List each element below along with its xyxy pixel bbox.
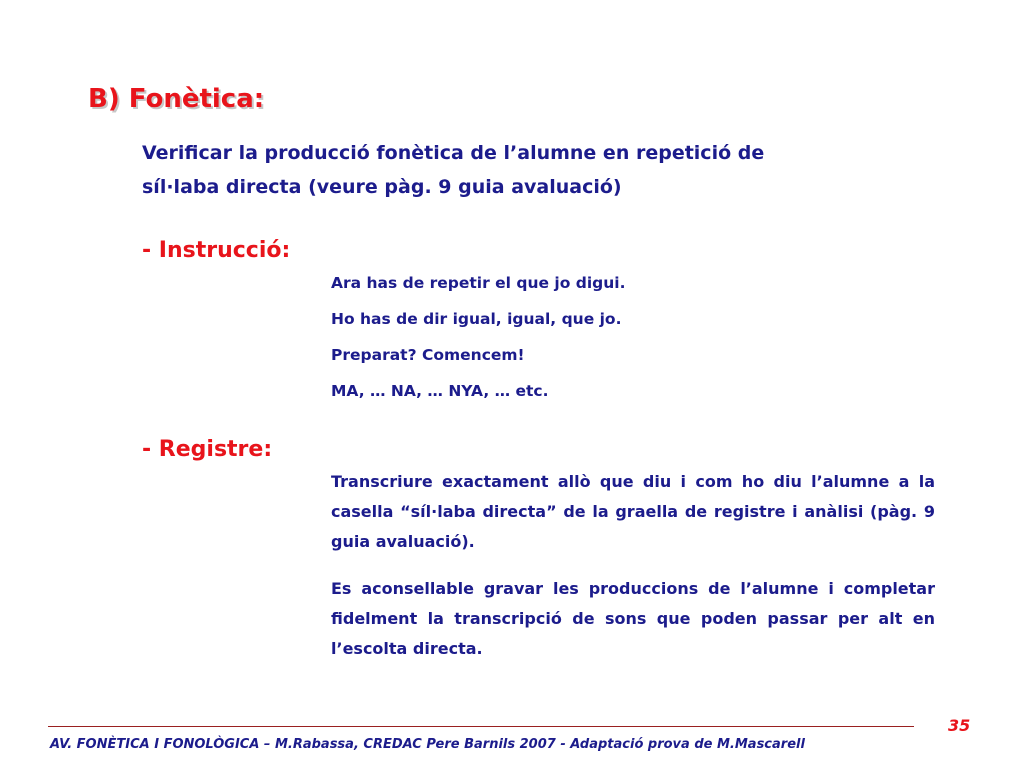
instruccio-heading: - Instrucció: — [142, 238, 291, 263]
intro-line-1: Verificar la producció fonètica de l’alumne en repetició de — [142, 142, 765, 164]
registre-paragraph-2: Es aconsellable gravar les produccions de l’alumne i completar fidelment la transcripció de sons que poden passar per alt en l’escolta directa. — [331, 579, 935, 658]
instruccio-line: Ho has de dir igual, igual, que jo. — [331, 310, 622, 328]
instruccio-lines — [331, 268, 931, 412]
instruccio-line: Ara has de repetir el que jo digui. — [331, 274, 626, 292]
intro-text — [142, 136, 902, 204]
registre-paragraph-1: Transcriure exactament allò que diu i com ho diu l’alumne a la casella “síl·laba directa” de la graella de registre i anàlisi (pàg. 9 guia avaluació). — [331, 472, 935, 551]
slide-title: B) Fonètica: — [88, 84, 265, 114]
instruccio-line: Preparat? Comencem! — [331, 346, 525, 364]
footer-text: AV. FONÈTICA I FONOLÒGICA – M.Rabassa, CREDAC Pere Barnils 2007 - Adaptació prova de M.Mascarell — [50, 737, 805, 752]
intro-line-2: síl·laba directa (veure pàg. 9 guia avaluació) — [142, 176, 622, 198]
footer-divider — [48, 726, 914, 727]
page-number: 35 — [948, 716, 971, 735]
registre-heading: - Registre: — [142, 437, 273, 462]
instruccio-line: MA, … NA, … NYA, … etc. — [331, 382, 549, 400]
